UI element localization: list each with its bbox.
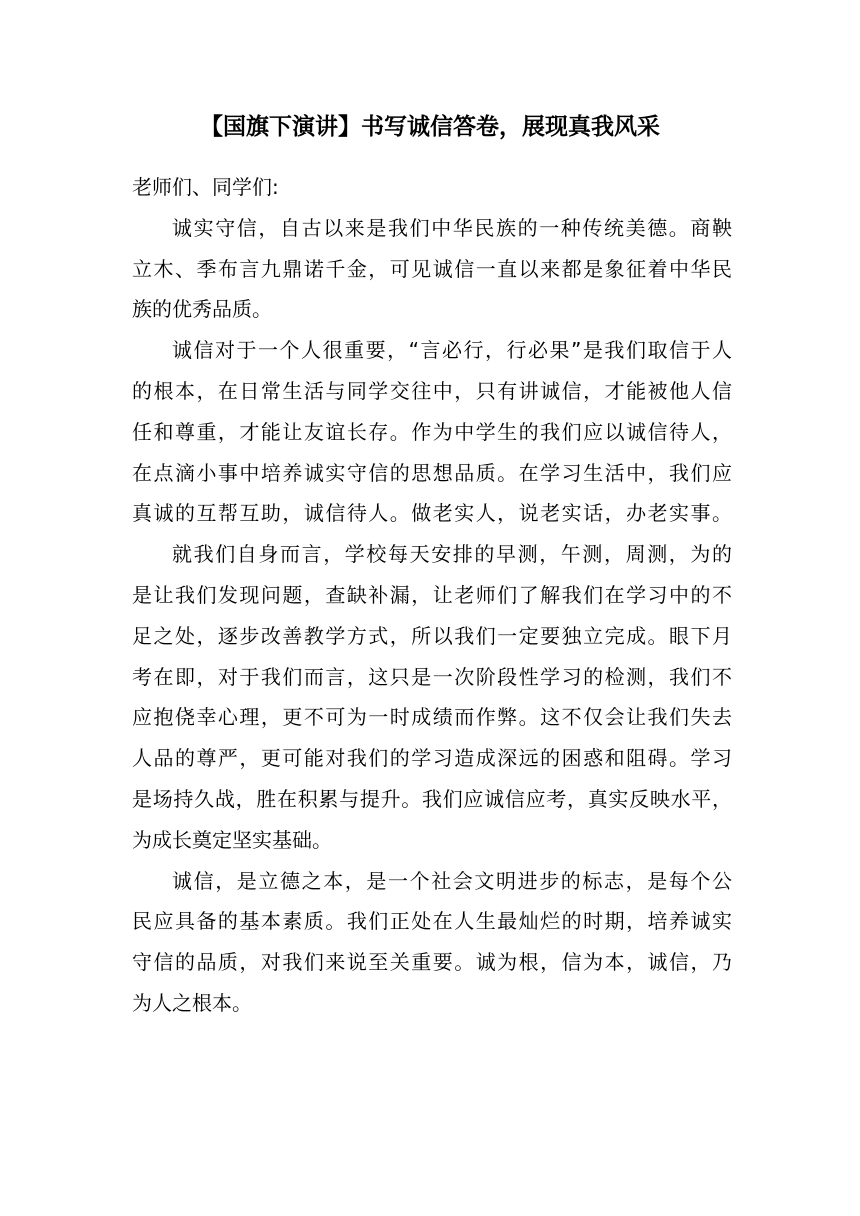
paragraph-line: 诚信，是立德之本，是一个社会文明进步的标志，是每个公: [172, 868, 732, 893]
paragraph-line: 真诚的互帮互助，诚信待人。做老实人，说老实话，办老实事。: [132, 501, 732, 526]
paragraph-line: 的根本，在日常生活与同学交往中，只有讲诚信，才能被他人信: [132, 378, 732, 403]
paragraph-line: 族的优秀品质。: [132, 297, 272, 322]
paragraph-line: 守信的品质，对我们来说至关重要。诚为根，信为本，诚信，乃: [132, 950, 732, 975]
paragraph-line: 诚实守信，自古以来是我们中华民族的一种传统美德。商鞅: [172, 215, 732, 240]
paragraph-line: 足之处，逐步改善教学方式，所以我们一定要独立完成。眼下月: [132, 623, 732, 648]
document-title: 【国旗下演讲】书写诚信答卷，展现真我风采: [200, 114, 660, 140]
paragraph-line: 考在即，对于我们而言，这只是一次阶段性学习的检测，我们不: [132, 664, 732, 689]
paragraph-line: 人品的尊严，更可能对我们的学习造成深远的困惑和阻碍。学习: [132, 746, 732, 771]
document-body: [132, 167, 732, 1024]
paragraph-line: 在点滴小事中培养诚实守信的思想品质。在学习生活中，我们应: [132, 460, 732, 485]
paragraph-4: [132, 861, 732, 1024]
paragraph-line: 就我们自身而言，学校每天安排的早测，午测，周测，为的: [172, 542, 732, 567]
paragraph-line: 立木、季布言九鼎诺千金，可见诚信一直以来都是象征着中华民: [132, 256, 732, 281]
paragraph-line: 为人之根本。: [132, 990, 252, 1015]
salutation: 老师们、同学们:: [132, 175, 279, 199]
paragraph-line: 民应具备的基本素质。我们正处在人生最灿烂的时期，培养诚实: [132, 909, 732, 934]
paragraph-line: 是场持久战，胜在积累与提升。我们应诚信应考，真实反映水平，: [132, 786, 732, 811]
paragraph-line: 为成长奠定坚实基础。: [132, 827, 332, 852]
paragraph-line: 任和尊重，才能让友谊长存。作为中学生的我们应以诚信待人，: [132, 419, 732, 444]
paragraph-line: 是让我们发现问题，查缺补漏，让老师们了解我们在学习中的不: [132, 582, 732, 607]
paragraph-line: 应抱侥幸心理，更不可为一时成绩而作弊。这不仅会让我们失去: [132, 705, 732, 730]
paragraph-3: [132, 534, 732, 860]
paragraph-line: 诚信对于一个人很重要，“言必行，行必果”是我们取信于人: [172, 338, 732, 363]
paragraph-1: [132, 208, 732, 330]
paragraph-2: [132, 330, 732, 534]
